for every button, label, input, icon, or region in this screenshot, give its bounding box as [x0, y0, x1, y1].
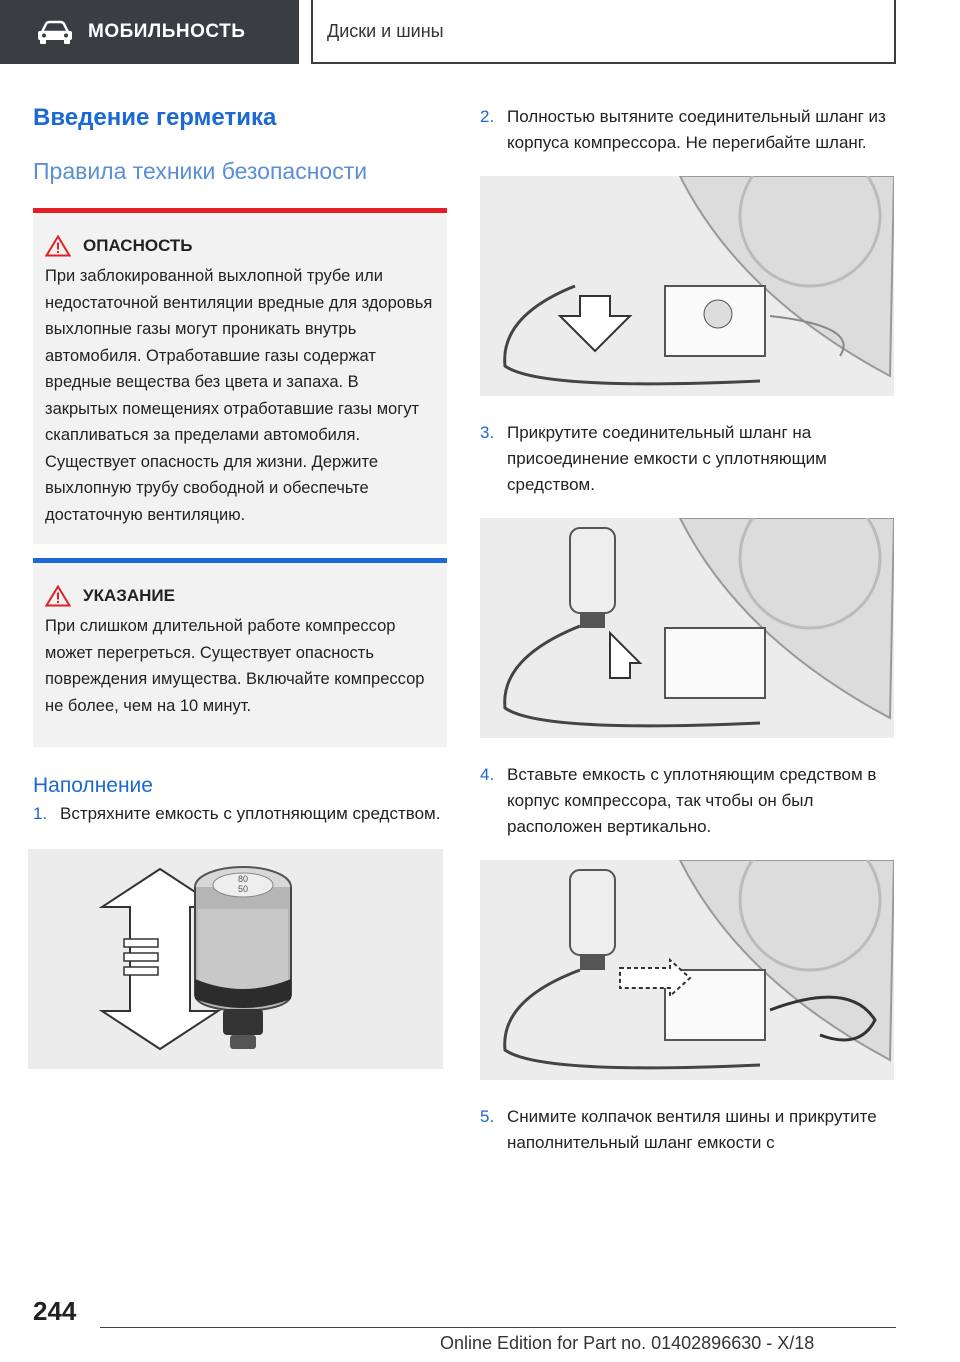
step-3 — [480, 420, 894, 498]
page-number: 244 — [33, 1296, 77, 1326]
step-4 — [480, 762, 894, 840]
step-text: Встряхните емкость с уплотняющим средством. — [60, 804, 441, 823]
notice-box — [33, 558, 447, 747]
figure-shake-bottle — [28, 849, 443, 1069]
step-number: 2. — [480, 107, 495, 126]
right-column — [480, 104, 894, 1176]
figure-insert-bottle — [480, 860, 894, 1080]
step-text: Снимите колпачок вентиля шины и прикрутите наполнительный шланг емкости с — [507, 1107, 877, 1152]
step-text: Прикрутите соединительный шланг на присоединение емкости с уплотняющим средством. — [507, 423, 827, 494]
page-title: Введение герметика — [33, 104, 277, 131]
header-section-tab — [0, 0, 299, 64]
step-2 — [480, 104, 894, 156]
danger-title — [45, 235, 435, 257]
danger-box — [33, 208, 447, 544]
step-number: 4. — [480, 765, 495, 784]
footer-divider — [100, 1327, 896, 1328]
header-chapter-tab — [311, 0, 896, 64]
warning-triangle-icon — [45, 235, 71, 257]
step-number: 1. — [33, 804, 48, 823]
step-number: 5. — [480, 1107, 495, 1126]
page-subtitle: Правила техники безопасности — [33, 158, 368, 184]
footer-edition: Online Edition for Part no. 01402896630 - X/18 — [440, 1333, 815, 1353]
fill-heading: Наполнение — [33, 774, 153, 797]
header-section-label: МОБИЛЬНОСТЬ — [88, 21, 246, 42]
notice-title — [45, 585, 435, 607]
figure-pull-hose — [480, 176, 894, 396]
notice-text: При слишком длительной работе компрессор может перегреться. Существует опасность повреждения имущества. Включайте компрессор не более, чем на 10 минут. — [45, 617, 425, 715]
step-number: 3. — [480, 423, 495, 442]
step-text: Вставьте емкость с уплотняющим средством в корпус компрессора, так чтобы он был расположен вертикально. — [507, 765, 877, 836]
header-chapter-label: Диски и шины — [327, 20, 444, 41]
danger-label: ОПАСНОСТЬ — [83, 236, 193, 255]
notice-label: УКАЗАНИЕ — [83, 586, 175, 605]
step-5 — [480, 1104, 894, 1156]
step-text: Полностью вытяните соединительный шланг из корпуса компрессора. Не перегибайте шланг. — [507, 107, 886, 152]
left-column — [33, 100, 447, 1069]
bottle-label-top: 80 — [237, 874, 249, 884]
car-icon — [36, 19, 74, 45]
danger-text: При заблокированной выхлопной трубе или недостаточной вентиляции вредные для здоровья выхлопные газы могут проникать внутрь автомобиля. Отработавшие газы содержат вредные вещества без цвета и запаха. В закрытых помещениях отработавшие газы могут скапливаться за пределами автомобиля. Существует опасность для жизни. Держите выхлопную трубу свободной и обеспечьте достаточную вентиляцию. — [45, 267, 433, 524]
step-1 — [33, 801, 447, 827]
figure-screw-hose — [480, 518, 894, 738]
warning-triangle-icon — [45, 585, 71, 607]
bottle-label-bottom: 50 — [237, 884, 249, 894]
